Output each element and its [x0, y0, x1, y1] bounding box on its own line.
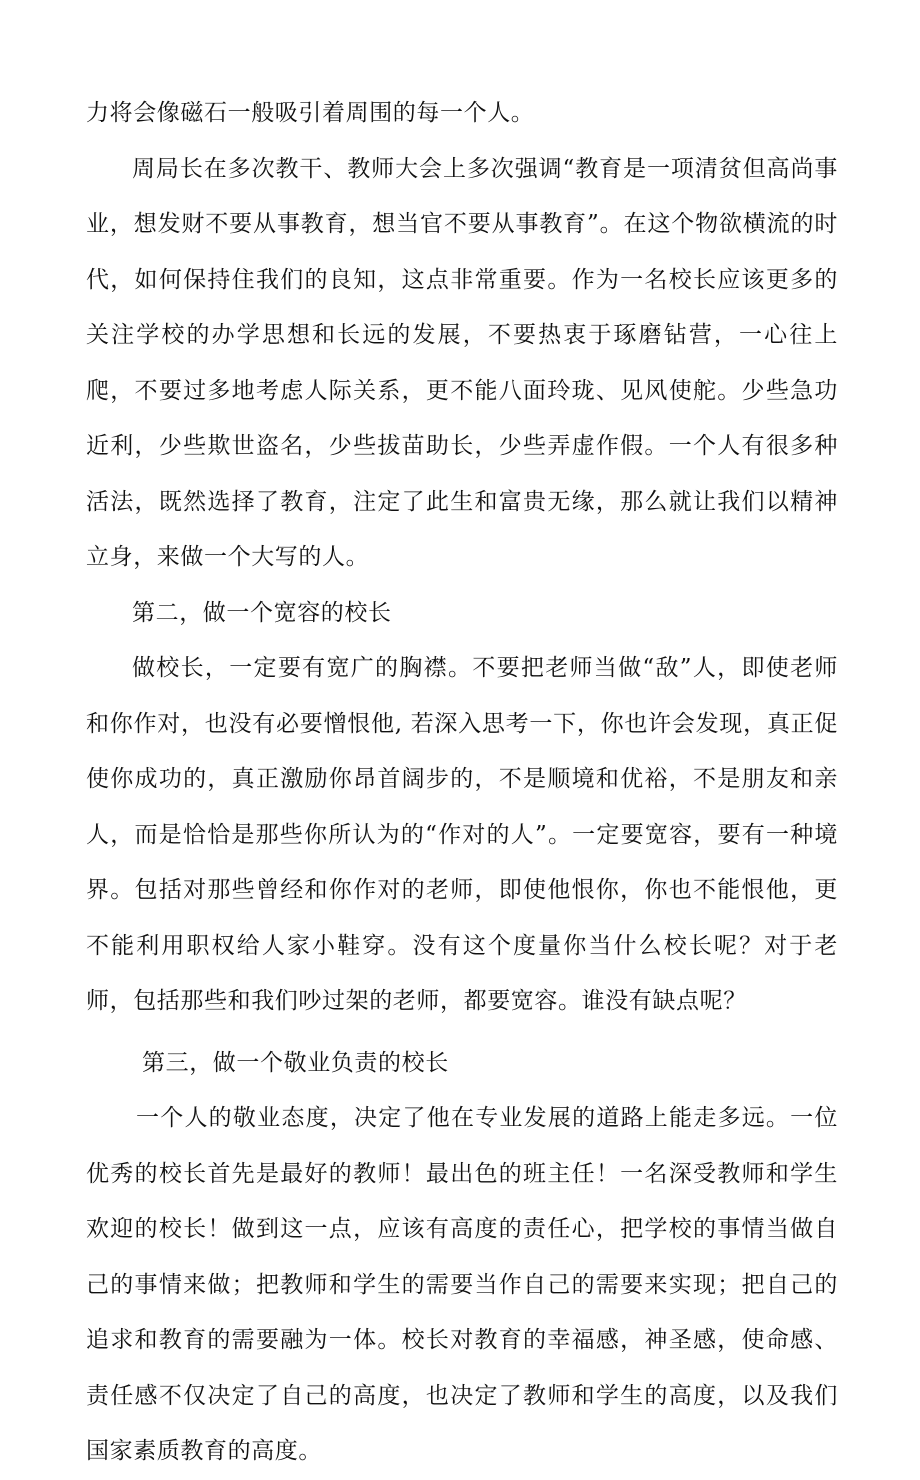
paragraph-continuation: 力将会像磁石一般吸引着周围的每一个人。: [86, 100, 535, 126]
section-heading-tolerant-principal: 第二，做一个宽容的校长: [132, 599, 392, 626]
paragraph-tolerance: 做校长，一定要有宽广的胸襟。不要把老师当做“敌”人，即使老师和你作对，也没有必要憎恨他, 若深入思考一下，你也许会发现，真正促使你成功的，真正激励你昂首阔步的，不是顺境和优裕，不是朋友和亲人，而是恰恰是那些你所认为的“作对的人”。一定要宽容，要有一种境界。包括对那些曾经和你作对的老师，即使他恨你，你也不能恨他，更不能利用职权给人家小鞋穿。没有这个度量你当什么校长呢？对于老师，包括那些和我们吵过架的老师，都要宽容。谁没有缺点呢？: [86, 655, 838, 1014]
section-heading-dedicated-principal: 第三，做一个敬业负责的校长: [142, 1049, 449, 1076]
document-page: [86, 86, 838, 1480]
paragraph-director-quote: 周局长在多次教干、教师大会上多次强调“教育是一项清贫但高尚事业，想发财不要从事教育，想当官不要从事教育”。在这个物欲横流的时代，如何保持住我们的良知，这点非常重要。作为一名校长应该更多的关注学校的办学思想和长远的发展，不要热衷于琢磨钻营，一心往上爬，不要过多地考虑人际关系，更不能八面玲珑、见风使舵。少些急功近利，少些欺世盗名，少些拔苗助长，少些弄虚作假。一个人有很多种活法，既然选择了教育，注定了此生和富贵无缘，那么就让我们以精神立身，来做一个大写的人。: [86, 155, 838, 570]
paragraph-dedication: 一个人的敬业态度，决定了他在专业发展的道路上能走多远。一位优秀的校长首先是最好的教师！最出色的班主任！一名深受教师和学生欢迎的校长！做到这一点，应该有高度的责任心，把学校的事情当做自己的事情来做；把教师和学生的需要当作自己的需要来实现；把自己的追求和教育的需要融为一体。校长对教育的幸福感，神圣感，使命感、责任感不仅决定了自己的高度，也决定了教师和学生的高度，以及我们国家素质教育的高度。: [86, 1105, 838, 1464]
